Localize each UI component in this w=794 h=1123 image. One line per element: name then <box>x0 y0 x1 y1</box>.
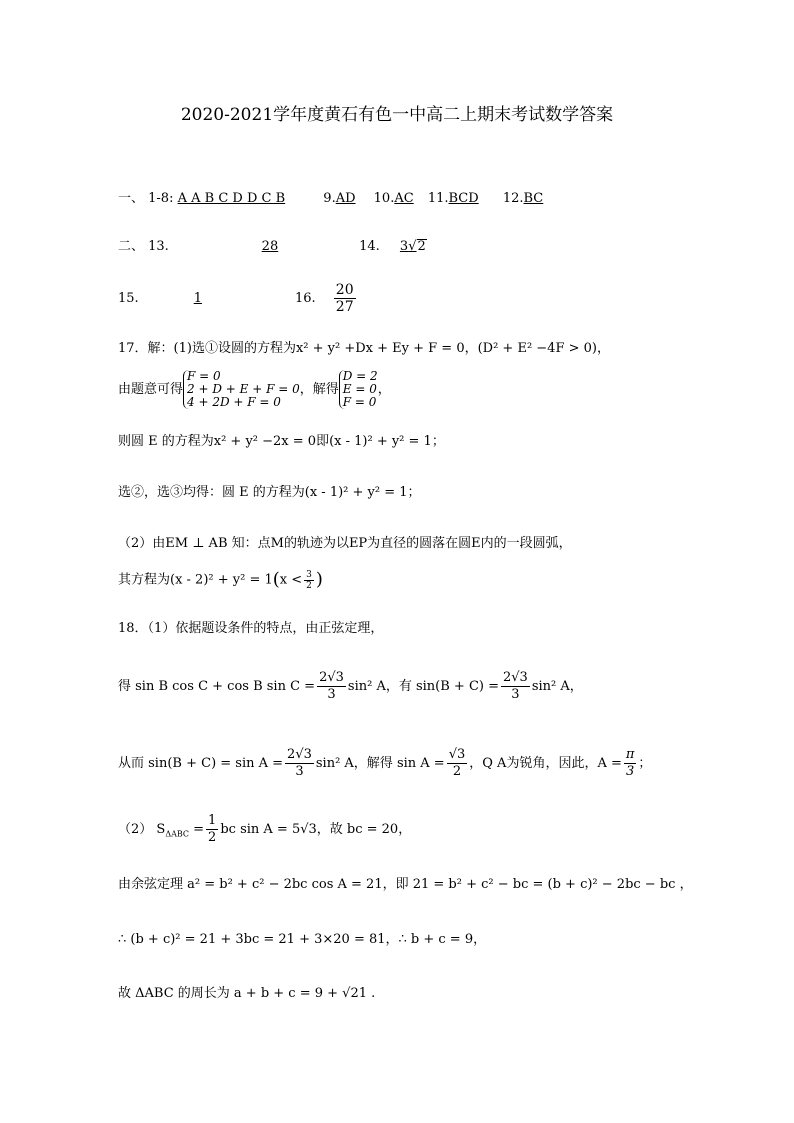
p18-l2-frac-2 <box>501 670 530 703</box>
p18-l2-pre: 得 sin B cos C + cos B sin C = <box>118 679 316 694</box>
p17-l6-den: 2 <box>306 580 312 591</box>
p18-l2-post: sin² A， <box>531 679 583 694</box>
p18-line-2 <box>118 665 583 709</box>
q14-radicand: 2 <box>417 239 426 254</box>
p17-line-1: 17．解：(1)选①设圆的方程为x² + y² +Dx + Ey + F = 0，(D² + E² −4F > 0)， <box>118 341 610 356</box>
frac-den: 3 <box>327 687 336 702</box>
fill-13-14-line <box>118 238 427 256</box>
q12-answer: BC <box>523 191 544 206</box>
p18-l3-mid: sin² A，解得 sin A = <box>315 756 445 771</box>
p17-line-5: （2）由EM ⊥ AB 知：点M的轨迹为以EP为直径的圆落在圆E内的一段圆弧， <box>118 536 572 551</box>
system-of-equations <box>183 370 300 409</box>
fill-15-16-line <box>118 282 358 316</box>
p18-l3-mid2: ，Q A为锐角，因此，A = <box>469 756 622 771</box>
q16-numerator: 20 <box>335 282 354 298</box>
q15-label: 15. <box>118 291 139 306</box>
p18-l4-post: bc sin A = 5√3，故 bc = 20， <box>220 822 412 837</box>
p18-l2-mid: sin² A，有 sin(B + C) = <box>347 679 499 694</box>
p18-l4-frac-half <box>206 813 218 846</box>
p18-line-4 <box>118 810 411 855</box>
p18-line-1: 18．（1）依据题设条件的特点，由正弦定理， <box>118 621 384 636</box>
p17-l2-pre: 由题意可得 <box>118 382 184 397</box>
sys2-row-3: F = 0 <box>342 395 377 409</box>
frac-num: 2√3 <box>503 670 528 685</box>
p18-l4-pre: （2） S <box>118 822 166 837</box>
page-title: 2020-2021学年度黄石有色一中高二上期末考试数学答案 <box>180 105 614 125</box>
frac-den: 2 <box>208 830 217 845</box>
frac-num: √3 <box>448 747 466 762</box>
p18-l3-pre: 从而 sin(B + C) = sin A = <box>118 756 284 771</box>
q14-answer: 3√2 <box>399 239 426 254</box>
sys2-row-2: E = 0 <box>342 382 377 396</box>
p18-l3-frac-pi <box>624 747 637 780</box>
p18-line-6: ∴ (b + c)² = 21 + 3bc = 21 + 3×20 = 81，∴ b + c = 9， <box>118 932 487 947</box>
frac-den: 3 <box>295 764 304 779</box>
q16-denominator: 27 <box>335 299 354 315</box>
frac-den: 2 <box>452 764 462 779</box>
frac-num: 2√3 <box>319 670 344 685</box>
p17-l6-pre: 其方程为(x - 2)² + y² = 1 <box>118 572 273 588</box>
mc-answers-line <box>118 190 543 208</box>
frac-den: 3 <box>511 687 520 702</box>
sys1-row-1: F = 0 <box>187 369 221 383</box>
p18-line-3 <box>118 742 651 786</box>
q10-answer: AC <box>394 191 414 206</box>
frac-num: 1 <box>208 813 217 828</box>
q10-label: 10. <box>373 191 395 206</box>
mc-label: 一、 1-8: <box>118 191 174 206</box>
q15-answer: 1 <box>193 290 202 306</box>
sys1-row-3: 4 + 2D + F = 0 <box>187 395 281 409</box>
p17-l2-mid: ，解得 <box>299 382 339 397</box>
p17-line-3: 则圆 E 的方程为x² + y² −2x = 0即(x - 1)² + y² = 1； <box>118 434 445 449</box>
frac-den: 3 <box>625 764 635 779</box>
p17-l2-post: ， <box>377 382 391 397</box>
p18-l4-eq: = <box>189 822 205 837</box>
q13-answer: 28 <box>261 239 279 254</box>
q16-answer <box>334 282 356 315</box>
q9-answer: AD <box>335 191 356 206</box>
frac-num: 2√3 <box>287 747 312 762</box>
p17-line-4: 选②，选③均得：圆 E 的方程为(x - 1)² + y² = 1； <box>118 485 421 500</box>
p17-line-6: 其方程为(x - 2)² + y² = 1(x < $\frac{3}{2}$ ) <box>118 569 323 591</box>
p17-l6-frac <box>304 570 314 591</box>
fill-label: 二、 13. <box>118 239 169 254</box>
q11-label: 11. <box>427 191 449 206</box>
p17-l6-num: 3 <box>306 569 312 580</box>
p18-l3-post: ； <box>638 756 652 771</box>
p18-l4-sub: ΔABC <box>165 829 190 839</box>
p17-l6-cond: x < <box>279 572 303 588</box>
p18-line-7: 故 ΔABC 的周长为 a + b + c = 9 + √21 . <box>118 986 376 1001</box>
q12-label: 12. <box>502 191 524 206</box>
solution-system <box>339 370 378 409</box>
q11-answer: BCD <box>448 191 479 206</box>
mc-answers: A A B C D D C B <box>177 191 286 206</box>
p18-l3-frac-1 <box>285 747 314 780</box>
sys2-row-1: D = 2 <box>342 369 378 383</box>
q16-label: 16. <box>294 291 316 306</box>
q14-label: 14. <box>359 239 380 254</box>
sys1-row-2: 2 + D + E + F = 0 <box>187 382 300 396</box>
q14-coef: 3 <box>399 239 409 254</box>
p18-l2-frac-1 <box>317 670 346 703</box>
p17-line-2 <box>118 370 391 410</box>
p18-line-5: 由余弦定理 a² = b² + c² − 2bc cos A = 21，即 21 = b² + c² − bc = (b + c)² − 2bc − bc ， <box>118 877 693 892</box>
p18-l3-frac-2 <box>447 747 468 780</box>
frac-num: π <box>625 747 635 762</box>
q9-label: 9. <box>323 191 336 206</box>
